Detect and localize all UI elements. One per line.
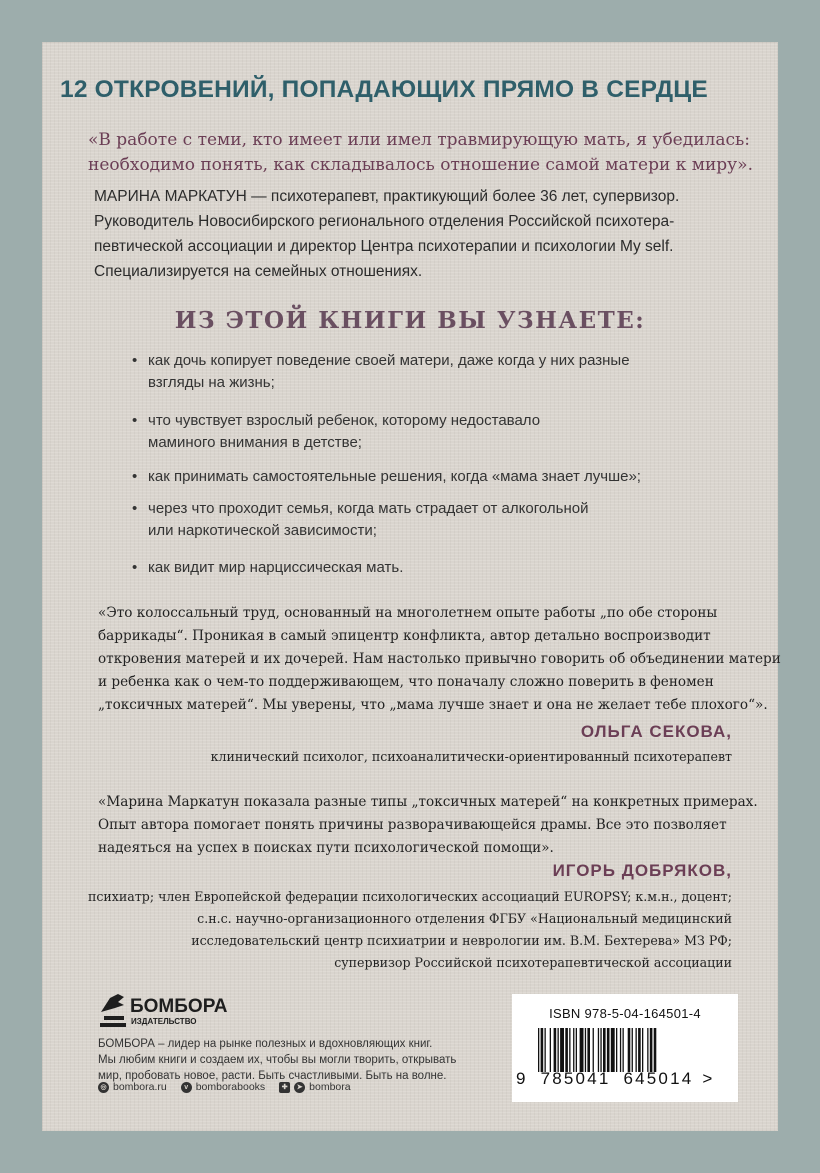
barcode-label xyxy=(512,994,738,1102)
bullet-item xyxy=(132,557,748,579)
review-line: „токсичных матерей“. Мы уверены, что „мама лучше знает и она не желает тебе плохого“». xyxy=(98,697,768,713)
reviewer-name: ИГОРЬ ДОБРЯКОВ, xyxy=(552,861,732,880)
barcode-bar xyxy=(593,1028,594,1072)
barcode-bar xyxy=(569,1028,570,1072)
publisher-line: мир, пробовать новое, расти. Быть счастливыми. Быть на волне. xyxy=(98,1070,447,1082)
barcode-bar xyxy=(576,1028,577,1072)
messenger-icon: ✚ xyxy=(279,1082,290,1093)
bullet-line: что чувствует взрослый ребенок, которому недоставало xyxy=(148,412,541,429)
reviewer-credentials xyxy=(211,746,732,768)
publisher-logo-name: БОМБОРА xyxy=(130,996,228,1017)
barcode-bar xyxy=(620,1028,621,1072)
bio-line: МАРИНА МАРКАТУН — психотерапевт, практикующий более 36 лет, супервизор. xyxy=(94,188,680,205)
barcode-bar xyxy=(600,1028,601,1072)
bullet-line: как принимать самостоятельные решения, когда «мама знает лучше»; xyxy=(148,468,641,485)
section-title: ИЗ ЭТОЙ КНИГИ ВЫ УЗНАЕТЕ: xyxy=(174,307,646,334)
bullet-mark: • xyxy=(132,412,138,429)
bullet-mark: • xyxy=(132,500,138,517)
review-line: «Марина Маркатун показала разные типы „токсичных матерей“ на конкретных примерах. xyxy=(98,794,758,810)
barcode-bar xyxy=(550,1028,551,1072)
barcode-bar xyxy=(616,1028,617,1072)
barcode-bar xyxy=(585,1028,586,1072)
ean-first: 9 xyxy=(516,1069,528,1088)
publisher-line: БОМБОРА – лидер на рынке полезных и вдохновляющих книг. xyxy=(98,1038,433,1050)
reviewer-name: ОЛЬГА СЕКОВА, xyxy=(580,722,732,741)
author-quote xyxy=(88,128,768,178)
barcode-bar xyxy=(573,1028,574,1072)
credentials-line: исследовательский центр психиатрии и неврологии им. В.М. Бехтерева» МЗ РФ; xyxy=(191,933,732,948)
review-line: баррикады“. Проникая в самый эпицентр конфликта, автор детально воспроизводит xyxy=(98,628,711,644)
barcode-bar xyxy=(545,1028,546,1072)
bullet-line: или наркотической зависимости; xyxy=(148,522,377,539)
review-olga-sekova xyxy=(98,602,781,717)
barcode-bars xyxy=(538,1028,714,1072)
ean-digits xyxy=(516,1069,736,1089)
barcode-bar xyxy=(560,1028,564,1072)
publisher-line: Мы любим книги и создаем их, чтобы вы могли творить, открывать xyxy=(98,1054,457,1066)
credentials-line: клинический психолог, психоаналитически-ориентированный психотерапевт xyxy=(210,749,732,764)
ean-left: 785041 xyxy=(540,1069,611,1088)
review-line: «Это колоссальный труд, основанный на многолетнем опыте работы „по обе стороны xyxy=(98,605,718,621)
bullet-line: взгляды на жизнь; xyxy=(148,374,275,391)
social-label: bombora.ru xyxy=(113,1081,167,1093)
publisher-logo xyxy=(98,990,238,1030)
bio-line: певтической ассоциации и директор Центра психотерапии и психологии My self. xyxy=(94,238,674,255)
publisher-socials xyxy=(98,1081,351,1093)
reviewer-credentials xyxy=(88,886,732,974)
barcode-bar xyxy=(565,1028,568,1072)
barcode-bar xyxy=(647,1028,648,1072)
headline: 12 ОТКРОВЕНИЙ, ПОПАДАЮЩИХ ПРЯМО В СЕРДЦЕ xyxy=(60,76,708,103)
bullet-mark: • xyxy=(132,559,138,576)
social-messengers[interactable] xyxy=(279,1081,350,1093)
barcode-bar xyxy=(654,1028,657,1072)
bio-line: Руководитель Новосибирского регионального отделения Российской психотера- xyxy=(94,213,675,230)
publisher-logo-sub: ИЗДАТЕЛЬСТВО xyxy=(131,1017,197,1026)
ean-right: 645014 xyxy=(623,1069,694,1088)
bullet-line: маминого внимания в детстве; xyxy=(148,434,362,451)
isbn-text: ISBN 978-5-04-164501-4 xyxy=(549,1006,701,1021)
barcode-bar xyxy=(650,1028,653,1072)
barcode-bar xyxy=(538,1028,539,1072)
bullet-item xyxy=(132,410,748,454)
telegram-icon: ➤ xyxy=(294,1082,305,1093)
bullet-line: как видит мир нарциссическая мать. xyxy=(148,559,404,576)
barcode-bar xyxy=(607,1028,610,1072)
barcode-bar xyxy=(587,1028,590,1072)
social-label: bombora xyxy=(309,1081,351,1093)
barcode-bar xyxy=(632,1028,633,1072)
bullet-item xyxy=(132,350,748,394)
author-bio xyxy=(94,184,764,284)
barcode-bar xyxy=(580,1028,584,1072)
barcode-bar xyxy=(628,1028,631,1072)
web-icon: ◎ xyxy=(98,1082,109,1093)
bullet-mark: • xyxy=(132,468,138,485)
review-igor-dobryakov xyxy=(98,791,758,860)
credentials-line: с.н.с. научно-организационного отделения ФГБУ «Национальный медицинский xyxy=(197,911,732,926)
quote-line: «В работе с теми, кто имеет или имел травмирующую мать, я убедилась: xyxy=(88,130,750,150)
barcode-bar xyxy=(623,1028,624,1072)
bullet-item xyxy=(132,498,748,542)
review-line: и ребенка как о чем-то поддерживающем, что поначалу сложно поверить в феномен xyxy=(98,674,714,690)
review-line: откровения матерей и их дочерей. Нам настолько привычно говорить об объединении матери xyxy=(98,651,781,667)
barcode-bar xyxy=(558,1028,559,1072)
bullet-item xyxy=(132,466,748,488)
social-label: bomborabooks xyxy=(195,1081,266,1093)
barcode-bar xyxy=(638,1028,641,1072)
barcode-bar xyxy=(642,1028,643,1072)
quote-line: необходимо понять, как складывалось отношение самой матери к миру». xyxy=(88,155,753,175)
review-line: Опыт автора помогает понять причины разворачивающейся драмы. Все это позволяет xyxy=(98,817,727,833)
bullet-line: через что проходит семья, когда мать страдает от алкогольной xyxy=(148,500,589,517)
bio-line: Специализируется на семейных отношениях. xyxy=(94,263,423,280)
social-web[interactable] xyxy=(98,1081,167,1093)
credentials-line: супервизор Российской психотерапевтической ассоциации xyxy=(334,955,732,970)
review-line: надеяться на успех в поисках пути психологической помощи». xyxy=(98,840,554,856)
barcode-bar xyxy=(598,1028,599,1072)
bombora-bird-icon xyxy=(98,990,238,1032)
credentials-line: психиатр; член Европейской федерации психологических ассоциаций EUROPSY; к.м.н., доцент; xyxy=(87,889,732,904)
barcode-bar xyxy=(636,1028,637,1072)
barcode-bar xyxy=(611,1028,615,1072)
barcode-bar xyxy=(603,1028,606,1072)
barcode-bar xyxy=(541,1028,544,1072)
publisher-description xyxy=(98,1036,498,1084)
social-vk[interactable] xyxy=(181,1081,265,1093)
bullet-line: как дочь копирует поведение своей матери, даже когда у них разные xyxy=(148,352,630,369)
vk-icon: v xyxy=(181,1082,192,1093)
ean-mark: > xyxy=(702,1069,715,1088)
bullet-mark: • xyxy=(132,352,138,369)
barcode-bar xyxy=(554,1028,557,1072)
